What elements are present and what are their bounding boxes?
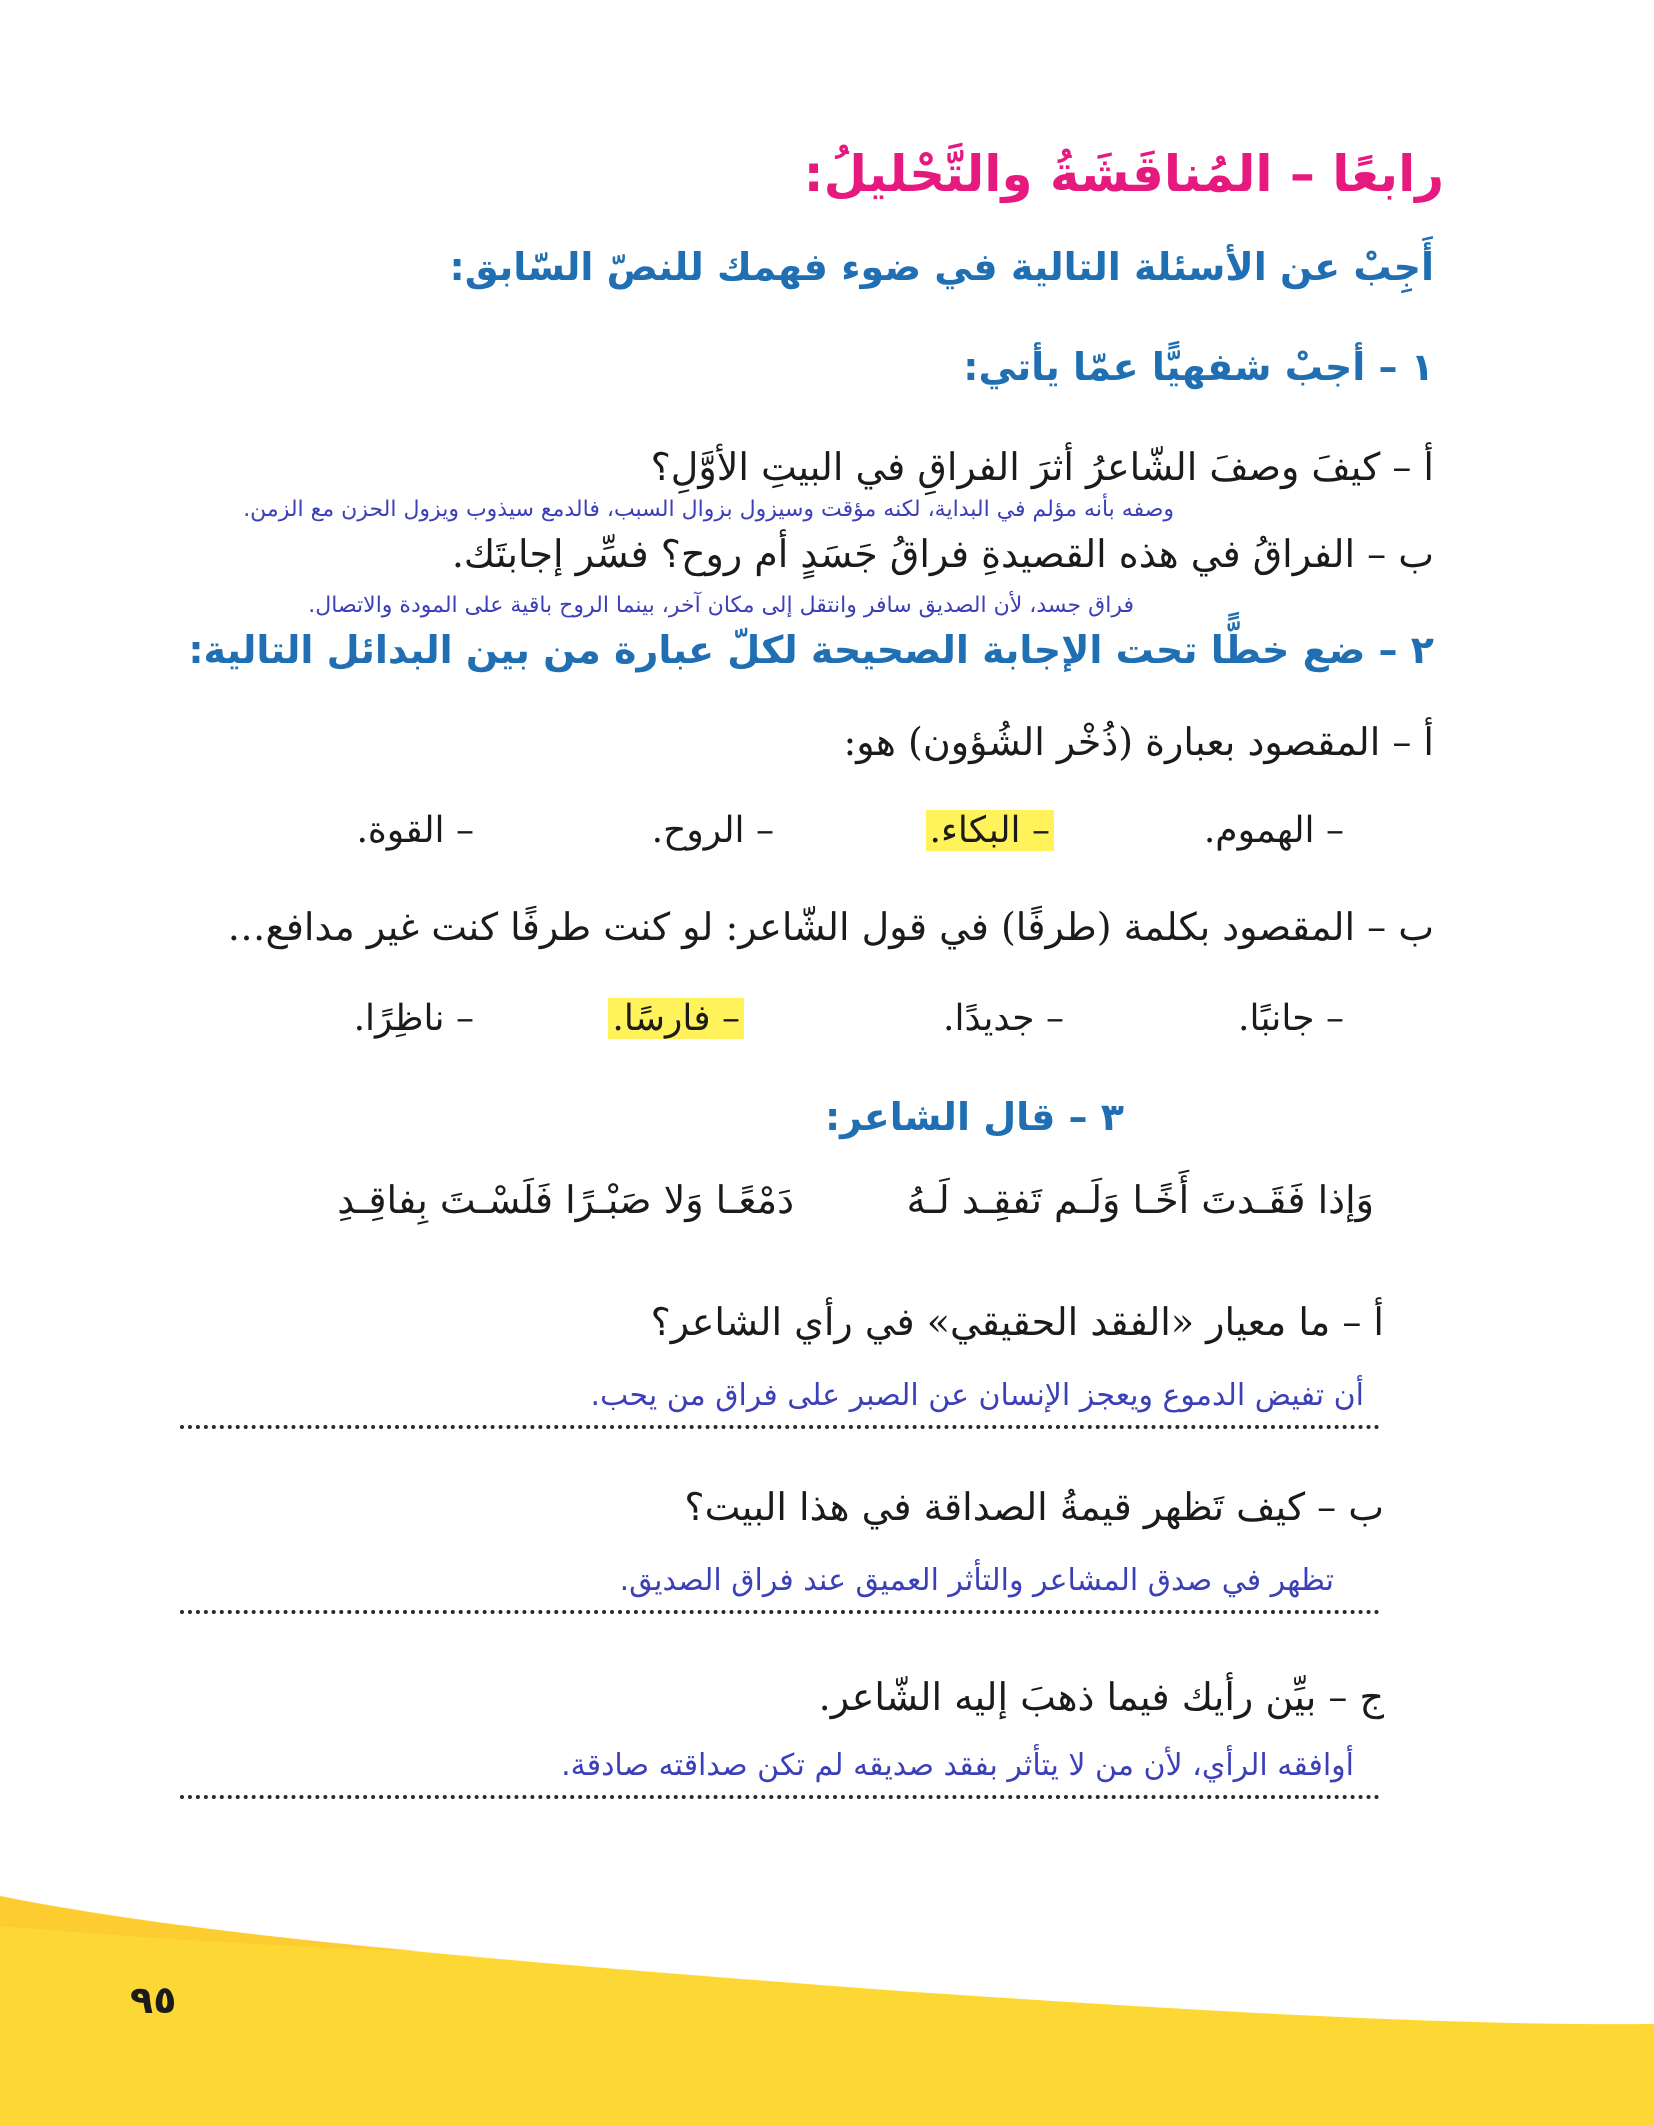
verse-second-hemistich: دَمْعًـا وَلا صَبْـرًا فَلَسْـتَ بِفاقِـدِ bbox=[337, 1178, 794, 1222]
highlighted-answer: – فارسًا. bbox=[608, 998, 744, 1039]
q1b-text: ب – الفراقُ في هذه القصيدةِ فراقُ جَسَدٍ أم روح؟ فسِّر إجابتَك. bbox=[451, 532, 1434, 576]
q2a-choice-1: – الهموم. bbox=[1203, 810, 1344, 851]
q2b-text: ب – المقصود بكلمة (طرفًا) في قول الشّاعر: لو كنت طرفًا كنت غير مدافع… bbox=[227, 905, 1434, 949]
q1-heading: ١ – أجبْ شفهيًّا عمّا يأتي: bbox=[963, 345, 1434, 389]
instruction: أَجِبْ عن الأسئلة التالية في ضوء فهمك للنصّ السّابق: bbox=[449, 245, 1434, 289]
q2a-text: أ – المقصود بعبارة (ذُخْر الشُؤون) هو: bbox=[843, 720, 1434, 764]
q1b-answer: فراق جسد، لأن الصديق سافر وانتقل إلى مكان آخر، بينما الروح باقية على المودة والاتصال. bbox=[308, 593, 1134, 618]
q3a-text: أ – ما معيار «الفقد الحقيقي» في رأي الشاعر؟ bbox=[650, 1300, 1384, 1344]
q2b-choice-2: – جديدًا. bbox=[943, 998, 1064, 1039]
highlighted-answer: – البكاء. bbox=[926, 810, 1055, 851]
q3a-answer-line bbox=[180, 1425, 1380, 1429]
q3b-answer: تظهر في صدق المشاعر والتأثر العميق عند فراق الصديق. bbox=[619, 1563, 1334, 1598]
footer-wave bbox=[0, 1896, 1654, 2126]
verse-first-hemistich: وَإذا فَقَـدتَ أَخًـا وَلَـم تَفقِـد لَـهُ bbox=[906, 1178, 1374, 1222]
q2a-choice-2 bbox=[926, 810, 1055, 851]
q2b-choice-3 bbox=[608, 998, 744, 1039]
page-number: ٩٥ bbox=[130, 1978, 177, 2022]
q3-heading: ٣ – قال الشاعر: bbox=[824, 1095, 1124, 1139]
q3c-answer: أوافقه الرأي، لأن من لا يتأثر بفقد صديقه لم تكن صداقته صادقة. bbox=[561, 1748, 1354, 1783]
q3b-answer-line bbox=[180, 1610, 1380, 1614]
q3a-answer: أن تفيض الدموع ويعجز الإنسان عن الصبر على فراق من يحب. bbox=[590, 1378, 1364, 1413]
q2a-choice-4: – القوة. bbox=[356, 810, 474, 851]
q3c-answer-line bbox=[180, 1795, 1380, 1799]
q2b-choice-4: – ناظِرًا. bbox=[353, 998, 474, 1039]
q3c-text: ج – بيِّن رأيك فيما ذهبَ إليه الشّاعر. bbox=[818, 1675, 1384, 1719]
q1a-answer: وصفه بأنه مؤلم في البداية، لكنه مؤقت وسيزول بزوال السبب، فالدمع سيذوب ويزول الحزن مع الزمن. bbox=[243, 497, 1174, 522]
section-title: رابعًا – المُناقَشَةُ والتَّحْليلُ: bbox=[803, 145, 1444, 203]
q1a-text: أ – كيفَ وصفَ الشّاعرُ أثرَ الفراقِ في البيتِ الأوَّلِ؟ bbox=[650, 445, 1434, 489]
q2-heading: ٢ – ضع خطًّا تحت الإجابة الصحيحة لكلّ عبارة من بين البدائل التالية: bbox=[188, 628, 1434, 672]
q3b-text: ب – كيف تَظهر قيمةُ الصداقة في هذا البيت؟ bbox=[684, 1485, 1384, 1529]
q2a-choice-3: – الروح. bbox=[651, 810, 774, 851]
q2b-choice-1: – جانبًا. bbox=[1238, 998, 1344, 1039]
